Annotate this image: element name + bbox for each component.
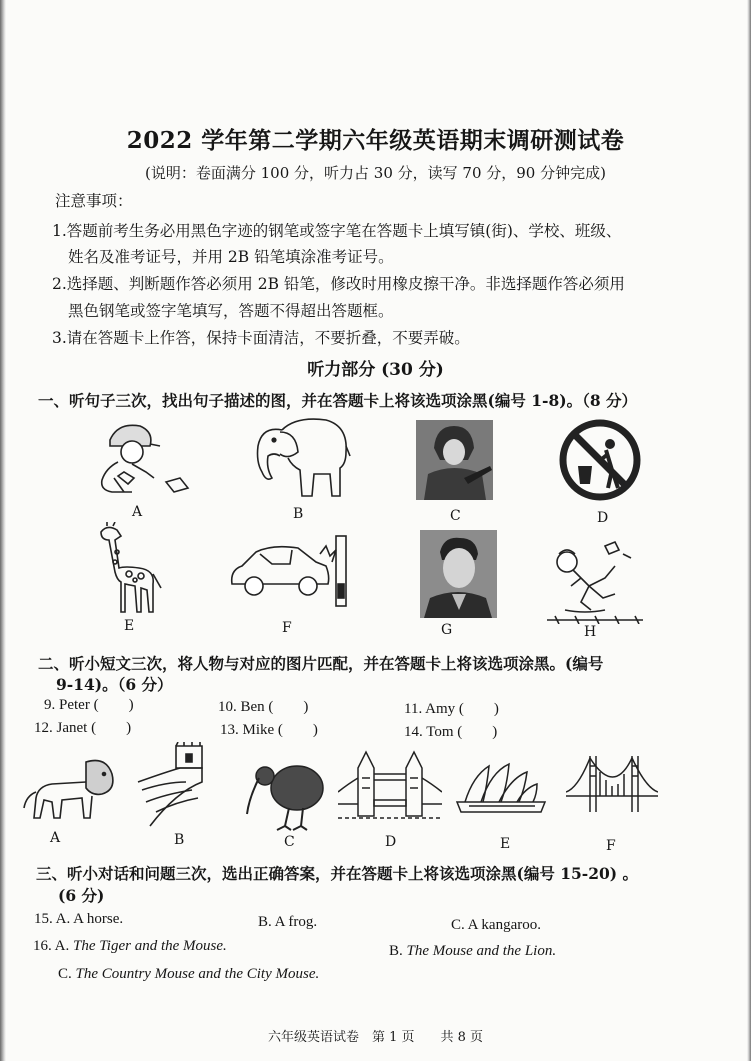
- note-line-1b: 姓名及准考证号，并用 2B 铅笔填涂准考证号。: [68, 248, 394, 266]
- part1-label-g: G: [441, 622, 453, 638]
- kiwi-bird-icon: [245, 758, 327, 832]
- great-wall-icon: [136, 742, 210, 828]
- note-line-1: 1.答题前考生务必用黑色字迹的钢笔或签字笔在答题卡上填写镇(街)、学校、班级、: [52, 222, 622, 240]
- item-14: 14. Tom ( ): [404, 724, 498, 740]
- golden-gate-bridge-icon: [566, 752, 658, 816]
- listening-section-heading: 听力部分 (30 分): [307, 360, 444, 380]
- giraffe-icon: [95, 522, 165, 614]
- blank[interactable]: ( ): [91, 720, 132, 736]
- item-11: 11. Amy ( ): [404, 701, 499, 717]
- man-portrait-photo-icon: [420, 530, 497, 618]
- part1-label-h: H: [584, 624, 597, 640]
- note-line-2: 2.选择题、判断题作答必须用 2B 铅笔，修改时用橡皮擦干净。非选择题作答必须用: [52, 275, 625, 293]
- blank[interactable]: ( ): [457, 724, 498, 740]
- q15-option-a[interactable]: 15. A. A horse.: [34, 911, 124, 927]
- exam-description: (说明：卷面满分 100 分，听力占 30 分，读写 70 分，90 分钟完成): [145, 164, 606, 182]
- part2-label-c: C: [284, 834, 295, 850]
- q16-option-c[interactable]: C. The Country Mouse and the City Mouse.: [58, 966, 320, 982]
- page-title: 2022 学年第二学期六年级英语期末调研测试卷: [126, 127, 625, 154]
- soldier-photo-icon: [416, 420, 493, 500]
- notes-heading: 注意事项：: [55, 192, 133, 210]
- note-line-2b: 黑色钢笔或签字笔填写，答题不得超出答题框。: [68, 302, 394, 320]
- blank[interactable]: ( ): [268, 699, 309, 715]
- boy-picking-litter-icon: [88, 418, 198, 503]
- lion-icon: [22, 752, 122, 824]
- q15-option-c[interactable]: C. A kangaroo.: [451, 917, 541, 933]
- part2-label-e: E: [500, 836, 511, 852]
- note-line-3: 3.请在答题卡上作答，保持卡面清洁，不要折叠，不要弄破。: [52, 329, 470, 347]
- part1-label-c: C: [450, 508, 461, 524]
- part1-label-f: F: [282, 620, 292, 636]
- part1-label-d: D: [597, 510, 609, 526]
- scan-edge-right: [747, 0, 751, 1061]
- blank[interactable]: ( ): [93, 697, 134, 713]
- part1-label-e: E: [124, 618, 135, 634]
- elephant-icon: [252, 412, 352, 504]
- sydney-opera-house-icon: [455, 758, 547, 818]
- page-footer: 六年级英语试卷 第 1 页 共 8 页: [267, 1030, 484, 1045]
- part2-instruction: 二、听小短文三次，将人物与对应的图片匹配，并在答题卡上将该选项涂黑。(编号: [38, 654, 604, 673]
- no-littering-sign-icon: [558, 418, 642, 502]
- q16-option-a[interactable]: 16. A. The Tiger and the Mouse.: [33, 938, 227, 954]
- boy-slipping-icon: [545, 540, 645, 624]
- item-9: 9. Peter ( ): [44, 697, 134, 713]
- part2-instruction-b: 9-14)。（6 分）: [56, 675, 173, 694]
- part1-label-a: A: [132, 504, 143, 520]
- blank[interactable]: ( ): [277, 722, 318, 738]
- part2-label-b: B: [174, 832, 185, 848]
- scan-edge-left: [0, 0, 6, 1061]
- car-crash-icon: [228, 532, 356, 610]
- blank[interactable]: ( ): [458, 701, 499, 717]
- item-13: 13. Mike ( ): [220, 722, 318, 738]
- item-12: 12. Janet ( ): [34, 720, 132, 736]
- tower-bridge-icon: [338, 748, 442, 824]
- item-10: 10. Ben ( ): [218, 699, 309, 715]
- part1-instruction: 一、听句子三次，找出句子描述的图，并在答题卡上将该选项涂黑(编号 1-8)。（8 分）: [38, 391, 638, 410]
- q16-option-b[interactable]: B. The Mouse and the Lion.: [389, 943, 557, 959]
- part2-label-f: F: [606, 838, 616, 854]
- q15-option-b[interactable]: B. A frog.: [258, 914, 318, 930]
- part1-label-b: B: [293, 506, 304, 522]
- part3-instruction-b: (6 分): [58, 886, 105, 905]
- part2-label-d: D: [385, 834, 397, 850]
- part2-label-a: A: [50, 830, 61, 846]
- part3-instruction: 三、听小对话和问题三次，选出正确答案，并在答题卡上将该选项涂黑(编号 15-20) 。: [36, 864, 639, 883]
